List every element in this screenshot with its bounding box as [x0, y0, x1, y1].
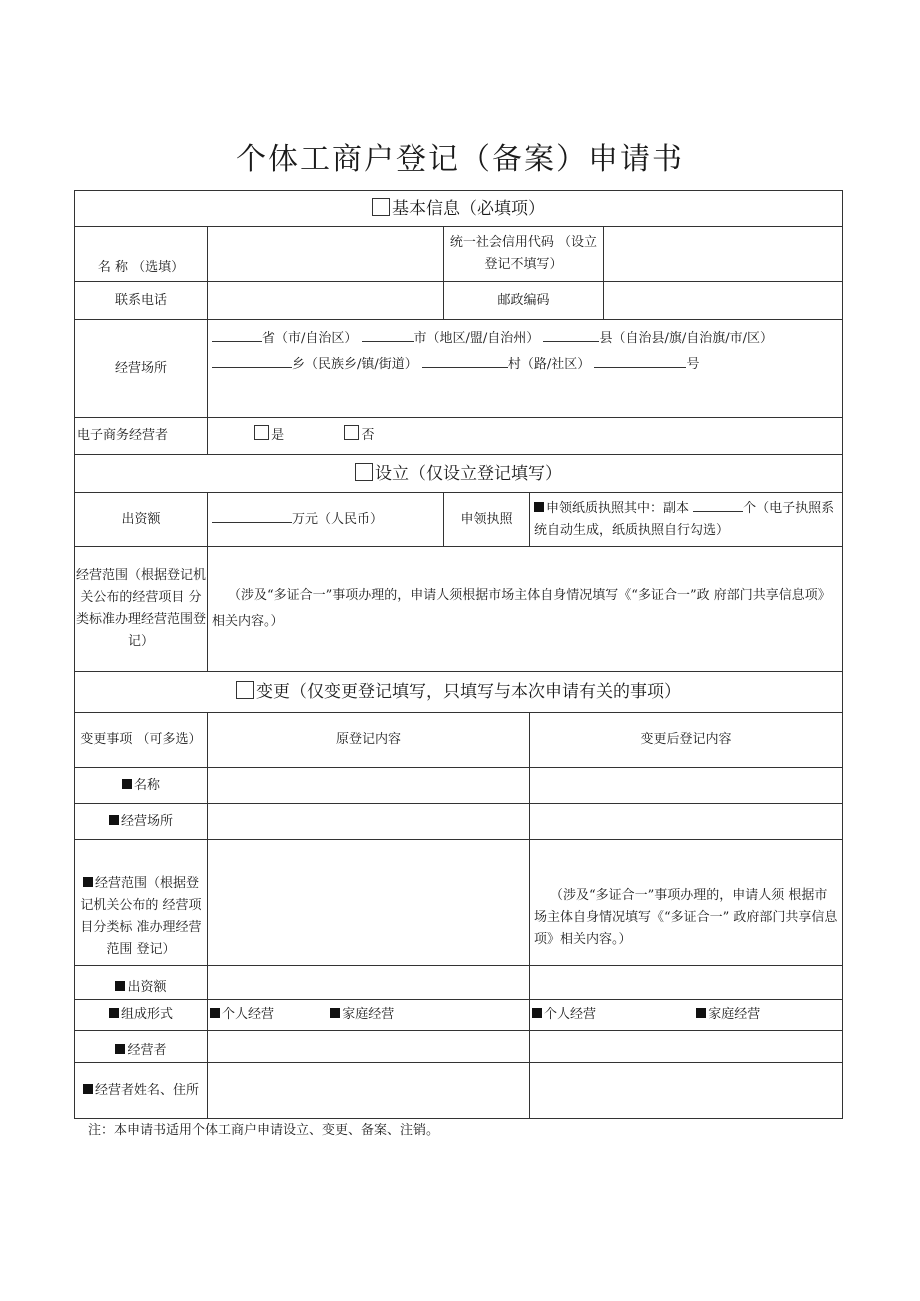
change-scope-new-cell[interactable] [530, 840, 843, 966]
original-family-checkbox[interactable] [330, 1008, 340, 1018]
change-operator-checkbox[interactable] [115, 1044, 125, 1054]
basic-info-checkbox[interactable] [372, 198, 390, 216]
license-text-2: 个（电子执照系统自动生成，纸质执照自行勾选） [534, 501, 835, 538]
credit-code-label: 统一社会信用代码 （设立登记不填写） [444, 227, 604, 282]
basic-info-section-header [75, 191, 843, 227]
village-label: 村（路/社区） [507, 357, 591, 372]
ecommerce-yes-label: 是 [271, 428, 285, 443]
license-text-1: 申领纸质执照其中：副本 [546, 501, 690, 516]
change-row-scope [75, 840, 843, 966]
capital-license-row [75, 493, 843, 547]
change-header: 变更（仅变更登记填写，只填写与本次申请有关的事项） [256, 682, 682, 702]
change-item-column-header: 变更事项 （可多选） [75, 713, 208, 768]
change-row-capital [75, 966, 843, 1000]
ecommerce-yes-checkbox[interactable] [254, 425, 269, 440]
house-number-label: 号 [686, 357, 700, 372]
ecommerce-row [75, 418, 843, 455]
change-row-operator-address [75, 1063, 843, 1119]
license-label: 申领执照 [444, 493, 530, 547]
change-column-header-row [75, 713, 843, 768]
scope-row [75, 547, 843, 672]
change-capital-original-cell[interactable] [208, 966, 530, 1000]
scope-note-cell[interactable] [208, 547, 843, 672]
change-capital-new-cell[interactable] [530, 966, 843, 1000]
change-operator-address-checkbox[interactable] [83, 1084, 93, 1094]
new-content-column-header: 变更后登记内容 [530, 713, 843, 768]
phone-row [75, 282, 843, 320]
change-row-premises [75, 804, 843, 840]
change-name-checkbox[interactable] [122, 779, 132, 789]
change-checkbox[interactable] [236, 681, 254, 699]
capital-input-cell[interactable] [208, 493, 444, 547]
change-operator-label: 经营者 [127, 1043, 167, 1058]
change-scope-original-cell[interactable] [208, 840, 530, 966]
ecommerce-no-label: 否 [361, 428, 375, 443]
city-label: 市（地区/盟/自治州） [413, 331, 540, 346]
capital-label: 出资额 [75, 493, 208, 547]
change-operator-address-original-cell[interactable] [208, 1063, 530, 1119]
page-title: 个体工商户登记（备案）申请书 [236, 142, 684, 177]
change-premises-original-cell[interactable] [208, 804, 530, 840]
paper-license-checkbox[interactable] [534, 502, 544, 512]
change-form-label: 组成形式 [120, 1007, 173, 1022]
scope-note: （涉及“多证合一”事项办理的，申请人须根据市场主体自身情况填写《“多证合一”政 府部门共享信息项》相关内容。） [212, 588, 831, 629]
credit-code-input-cell[interactable] [604, 227, 843, 282]
capital-unit-label: 万元（人民币） [292, 512, 384, 527]
change-form-checkbox[interactable] [109, 1008, 119, 1018]
county-label: 县（自治县/旗/自治旗/市/区） [599, 331, 773, 346]
change-scope-checkbox[interactable] [83, 877, 93, 887]
premises-address-cell[interactable] [208, 320, 843, 418]
premises-label: 经营场所 [75, 320, 208, 418]
basic-info-header: 基本信息（必填项） [392, 198, 546, 219]
original-individual-label: 个人经营 [222, 1007, 275, 1022]
change-capital-label: 出资额 [127, 980, 167, 995]
change-form-original-cell [208, 1000, 530, 1031]
change-form-new-cell [530, 1000, 843, 1031]
change-name-label: 名称 [133, 777, 160, 793]
scope-label: 经营范围（根据登记机关公布的经营项目 分类标准办理经营范围登记） [75, 547, 208, 672]
name-row [75, 227, 843, 282]
name-label: 名 称 （选填） [75, 227, 208, 282]
change-name-original-cell[interactable] [208, 768, 530, 804]
change-operator-address-label: 经营者姓名、住所 [94, 1082, 199, 1098]
change-operator-new-cell[interactable] [530, 1031, 843, 1063]
new-individual-label: 个人经营 [544, 1007, 597, 1022]
postal-code-input-cell[interactable] [604, 282, 843, 320]
change-capital-checkbox[interactable] [115, 981, 125, 991]
ecommerce-label: 电子商务经营者 [75, 418, 208, 455]
ecommerce-no-checkbox[interactable] [344, 425, 359, 440]
change-scope-note: （涉及“多证合一”事项办理的，申请人须 根据市场主体自身情况填写《“多证合一” 政府部门共享信息项》相关内容。） [534, 887, 838, 947]
township-label: 乡（民族乡/镇/街道） [292, 357, 418, 372]
change-premises-new-cell[interactable] [530, 804, 843, 840]
premises-row [75, 320, 843, 418]
change-operator-address-new-cell[interactable] [530, 1063, 843, 1119]
phone-input-cell[interactable] [208, 282, 444, 320]
establish-checkbox[interactable] [355, 463, 373, 481]
change-row-operator [75, 1031, 843, 1063]
ecommerce-options [208, 418, 843, 455]
new-family-label: 家庭经营 [708, 1007, 761, 1022]
province-label: 省（市/自治区） [262, 331, 358, 346]
name-input-cell[interactable] [208, 227, 444, 282]
phone-label: 联系电话 [75, 282, 208, 320]
original-family-label: 家庭经营 [342, 1007, 395, 1022]
copy-count-input[interactable] [693, 497, 743, 512]
new-individual-checkbox[interactable] [532, 1008, 542, 1018]
change-operator-original-cell[interactable] [208, 1031, 530, 1063]
new-family-checkbox[interactable] [696, 1008, 706, 1018]
original-content-column-header: 原登记内容 [208, 713, 530, 768]
change-section-header [75, 672, 843, 713]
change-row-name [75, 768, 843, 804]
footnote: 注：本申请书适用个体工商户申请设立、变更、备案、注销。 [88, 1123, 440, 1138]
application-form-table [74, 190, 843, 1119]
establish-section-header [75, 455, 843, 493]
postal-code-label: 邮政编码 [444, 282, 604, 320]
change-name-new-cell[interactable] [530, 768, 843, 804]
change-scope-label: 经营范围（根据登记机关公布的 经营项目分类标 准办理经营范围 登记） [80, 875, 202, 957]
change-premises-label: 经营场所 [120, 813, 173, 829]
change-premises-checkbox[interactable] [109, 815, 119, 825]
original-individual-checkbox[interactable] [210, 1008, 220, 1018]
license-option-cell [530, 493, 843, 547]
establish-header: 设立（仅设立登记填写） [375, 463, 563, 484]
change-row-form [75, 1000, 843, 1031]
